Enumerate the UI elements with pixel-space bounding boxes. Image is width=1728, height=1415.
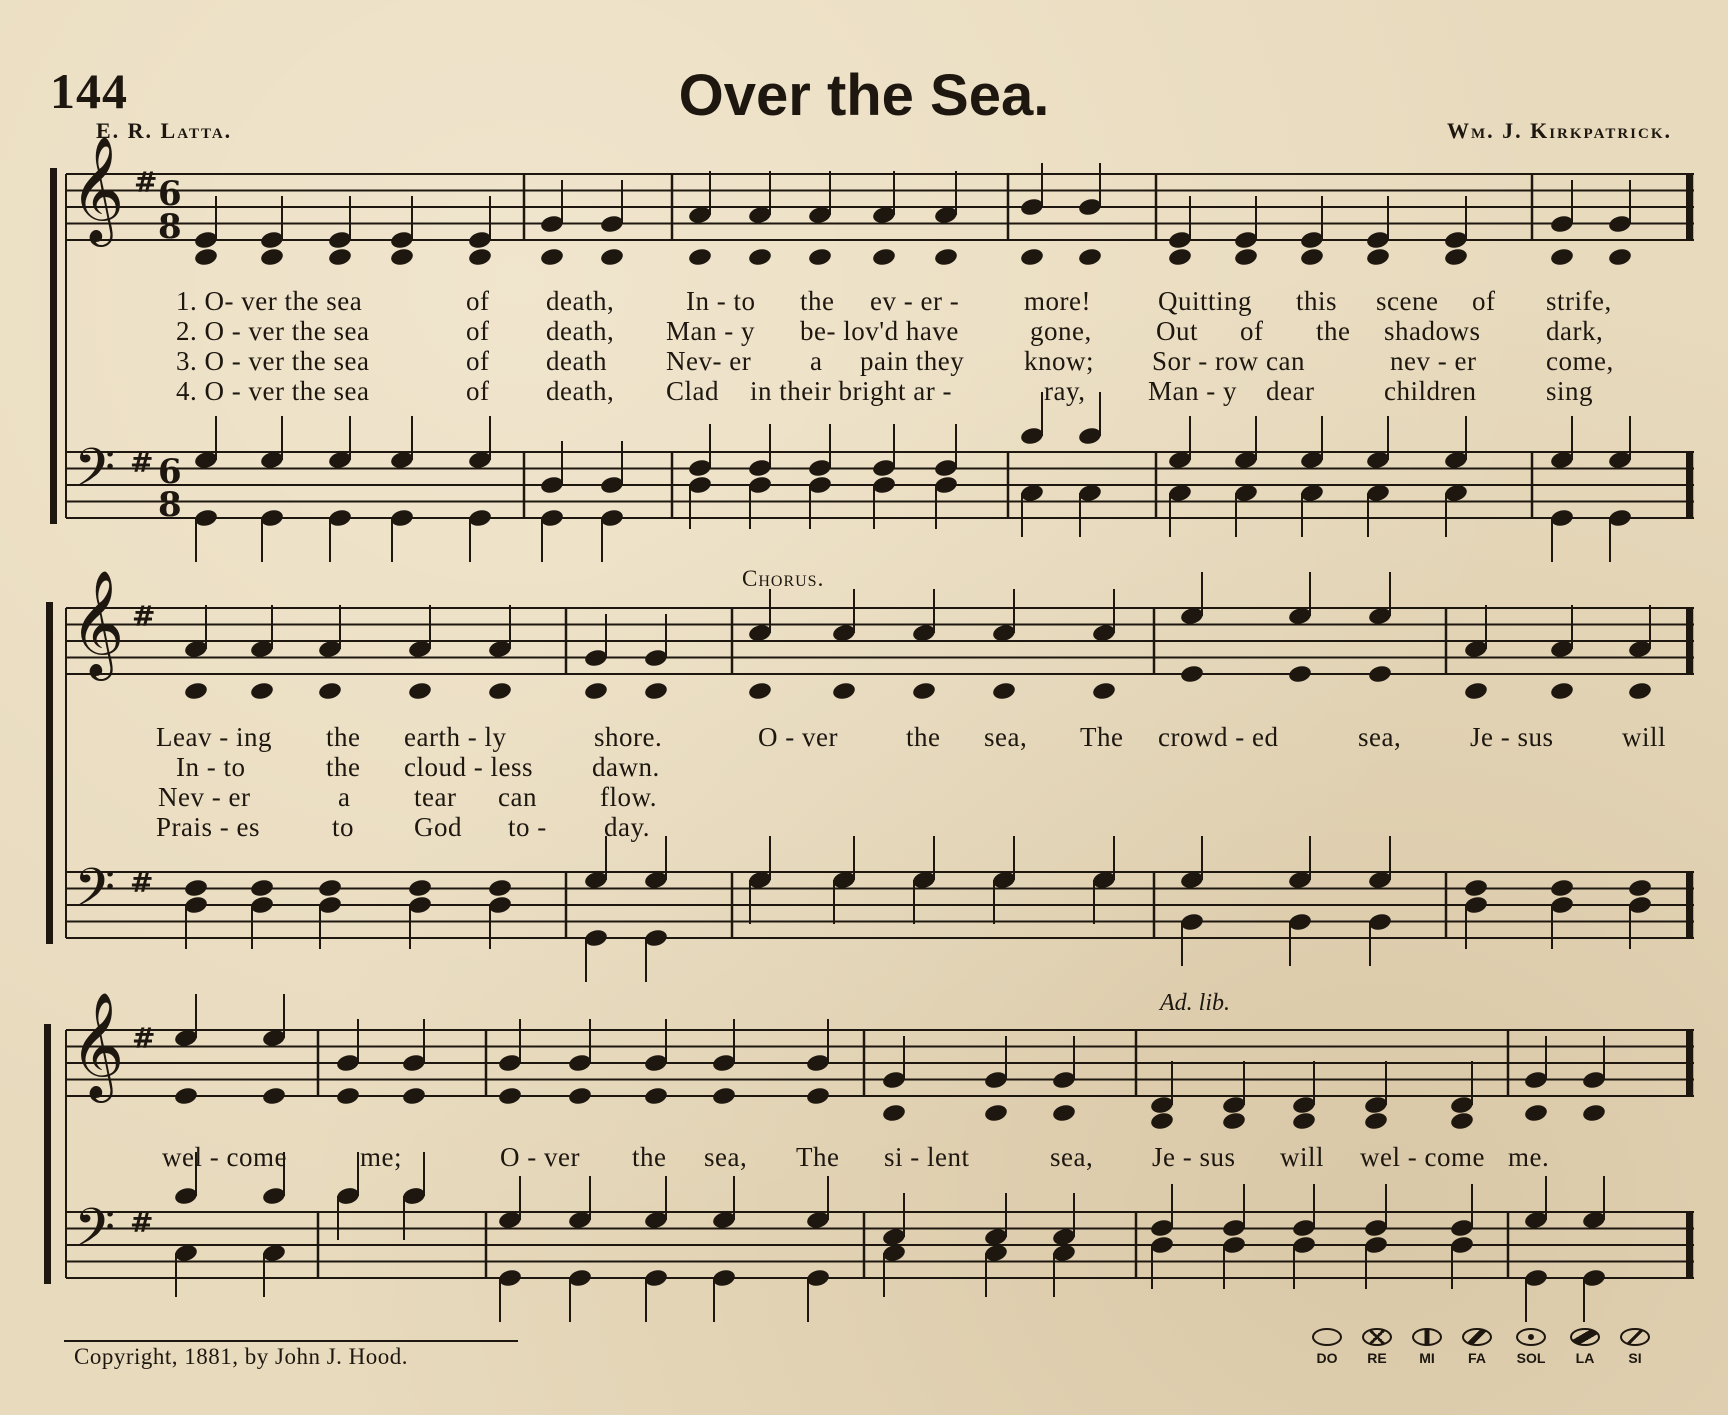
lyric: 2. O - ver the sea bbox=[176, 316, 370, 346]
note-head bbox=[539, 214, 564, 234]
note-head bbox=[881, 1103, 906, 1123]
la-shape-icon bbox=[1570, 1328, 1600, 1346]
note-head bbox=[259, 247, 284, 267]
note-head bbox=[183, 681, 208, 701]
note-head bbox=[1549, 895, 1574, 915]
lyric: nev - er bbox=[1390, 346, 1477, 376]
lyric: Clad bbox=[666, 376, 719, 406]
lyric: a bbox=[810, 346, 823, 376]
legend-si: SI bbox=[1612, 1328, 1658, 1366]
note-head bbox=[881, 1070, 906, 1090]
lyric: Leav - ing bbox=[156, 722, 272, 752]
note-head bbox=[599, 508, 624, 528]
lyric: sea, bbox=[984, 722, 1028, 752]
note-head bbox=[467, 508, 492, 528]
lyric: to - bbox=[508, 812, 547, 842]
lyric: sea, bbox=[1358, 722, 1402, 752]
note-head bbox=[401, 1053, 426, 1073]
note-head bbox=[807, 475, 832, 495]
note-head bbox=[467, 247, 492, 267]
lyric: scene bbox=[1376, 286, 1439, 316]
lyric: of bbox=[1240, 316, 1264, 346]
lyric: dear bbox=[1266, 376, 1315, 406]
note-head bbox=[1443, 230, 1468, 250]
treble-clef-icon: 𝄞 bbox=[70, 135, 125, 242]
note-head bbox=[487, 681, 512, 701]
note-head bbox=[1233, 247, 1258, 267]
lyric: Quitting bbox=[1158, 286, 1253, 316]
note-head bbox=[567, 1268, 592, 1288]
note-head bbox=[1287, 664, 1312, 684]
lyric: can bbox=[498, 782, 537, 812]
note-head bbox=[327, 247, 352, 267]
note-head bbox=[327, 508, 352, 528]
note-head bbox=[1363, 1218, 1388, 1238]
note-head bbox=[487, 895, 512, 915]
note-head bbox=[497, 1268, 522, 1288]
system-brace bbox=[50, 168, 57, 524]
note-head bbox=[1607, 214, 1632, 234]
note-head bbox=[1607, 508, 1632, 528]
page-number: 144 bbox=[50, 63, 128, 119]
legend-re: RE bbox=[1354, 1328, 1400, 1366]
key-sharp-icon: # bbox=[130, 446, 154, 479]
note-head bbox=[747, 475, 772, 495]
time-signature-bottom: 8 bbox=[158, 485, 182, 525]
note-head bbox=[1581, 1268, 1606, 1288]
note-head bbox=[1363, 1111, 1388, 1131]
lyric: Man - y bbox=[666, 316, 755, 346]
lyric: the bbox=[326, 752, 361, 782]
lyric: will bbox=[1622, 722, 1667, 752]
legend-do: DO bbox=[1304, 1328, 1350, 1366]
lyric: death, bbox=[546, 286, 615, 316]
lyric: 3. O - ver the sea bbox=[176, 346, 370, 376]
lyric: The bbox=[1080, 722, 1124, 752]
note-head bbox=[261, 1086, 286, 1106]
note-head bbox=[583, 648, 608, 668]
fa-shape-icon bbox=[1462, 1328, 1492, 1346]
final-bar bbox=[1686, 174, 1692, 240]
note-head bbox=[643, 648, 668, 668]
bass-clef-icon: 𝄢 bbox=[74, 1198, 116, 1272]
lyric: pain they bbox=[860, 346, 965, 376]
note-head bbox=[1627, 895, 1652, 915]
note-head bbox=[1291, 1095, 1316, 1115]
lyric: Out bbox=[1156, 316, 1198, 346]
note-head bbox=[1019, 426, 1044, 446]
note-head bbox=[259, 230, 284, 250]
note-head bbox=[401, 1186, 426, 1206]
note-head bbox=[1287, 912, 1312, 932]
note-head bbox=[583, 928, 608, 948]
note-head bbox=[1627, 681, 1652, 701]
note-head bbox=[173, 1086, 198, 1106]
note-head bbox=[583, 681, 608, 701]
note-head bbox=[747, 681, 772, 701]
lyric: Nev- er bbox=[666, 346, 752, 376]
note-head bbox=[1077, 197, 1102, 217]
shape-note-legend bbox=[1304, 1328, 1664, 1388]
note-head bbox=[389, 230, 414, 250]
copyright-notice: Copyright, 1881, by John J. Hood. bbox=[74, 1344, 409, 1369]
note-head bbox=[1299, 230, 1324, 250]
note-head bbox=[983, 1103, 1008, 1123]
note-head bbox=[335, 1053, 360, 1073]
note-head bbox=[249, 895, 274, 915]
lyric: of bbox=[1472, 286, 1496, 316]
note-head bbox=[1167, 230, 1192, 250]
note-head bbox=[643, 681, 668, 701]
lyric: shadows bbox=[1384, 316, 1481, 346]
lyric: In - to bbox=[686, 286, 756, 316]
lyric: me; bbox=[360, 1142, 402, 1172]
note-head bbox=[1363, 1235, 1388, 1255]
time-signature-top: 6 bbox=[158, 452, 182, 492]
note-head bbox=[567, 1053, 592, 1073]
note-head bbox=[407, 878, 432, 898]
note-head bbox=[317, 681, 342, 701]
lyric: in their bright ar - bbox=[750, 376, 952, 406]
note-head bbox=[805, 1268, 830, 1288]
note-head bbox=[1221, 1235, 1246, 1255]
note-head bbox=[193, 508, 218, 528]
lyric: wel - come bbox=[162, 1142, 287, 1172]
note-head bbox=[1149, 1111, 1174, 1131]
lyric: sea, bbox=[1050, 1142, 1094, 1172]
lyric: Prais - es bbox=[156, 812, 260, 842]
note-head bbox=[1581, 1103, 1606, 1123]
lyric: Nev - er bbox=[158, 782, 251, 812]
note-head bbox=[747, 458, 772, 478]
note-head bbox=[711, 1086, 736, 1106]
note-head bbox=[1463, 895, 1488, 915]
note-head bbox=[1291, 1218, 1316, 1238]
lyricist: E. R. Latta. bbox=[96, 118, 233, 143]
lyric: children bbox=[1384, 376, 1477, 406]
final-bar bbox=[1686, 1212, 1692, 1278]
lyric: death, bbox=[546, 316, 615, 346]
lyric: cloud - less bbox=[404, 752, 533, 782]
ad-lib-marking: Ad. lib. bbox=[1160, 990, 1230, 1016]
bass-clef-icon: 𝄢 bbox=[74, 438, 116, 512]
final-bar bbox=[1686, 1030, 1692, 1096]
note-head bbox=[711, 1268, 736, 1288]
note-head bbox=[1549, 247, 1574, 267]
legend-sol: SOL bbox=[1508, 1328, 1554, 1366]
note-head bbox=[249, 878, 274, 898]
note-head bbox=[747, 247, 772, 267]
note-head bbox=[1549, 214, 1574, 234]
note-head bbox=[193, 247, 218, 267]
lyric: shore. bbox=[594, 722, 663, 752]
note-head bbox=[687, 458, 712, 478]
lyric: of bbox=[466, 316, 490, 346]
lyric: of bbox=[466, 346, 490, 376]
note-head bbox=[1019, 247, 1044, 267]
legend-mi: MI bbox=[1404, 1328, 1450, 1366]
note-head bbox=[259, 508, 284, 528]
lyric: to bbox=[332, 812, 355, 842]
note-head bbox=[1365, 230, 1390, 250]
note-head bbox=[1167, 247, 1192, 267]
note-head bbox=[1367, 912, 1392, 932]
composer: Wm. J. Kirkpatrick. bbox=[1446, 118, 1672, 143]
key-sharp-icon: # bbox=[130, 866, 154, 899]
treble-clef-icon: 𝄞 bbox=[70, 569, 125, 676]
note-head bbox=[389, 508, 414, 528]
note-head bbox=[1581, 1070, 1606, 1090]
note-head bbox=[1019, 197, 1044, 217]
note-head bbox=[407, 895, 432, 915]
note-head bbox=[249, 681, 274, 701]
time-signature-top: 6 bbox=[158, 174, 182, 214]
note-head bbox=[643, 1053, 668, 1073]
note-head bbox=[335, 1186, 360, 1206]
note-head bbox=[1449, 1235, 1474, 1255]
re-shape-icon bbox=[1362, 1328, 1392, 1346]
key-sharp-icon: # bbox=[132, 1022, 156, 1055]
note-head bbox=[1365, 247, 1390, 267]
note-head bbox=[1549, 878, 1574, 898]
note-head bbox=[1449, 1218, 1474, 1238]
key-sharp-icon: # bbox=[130, 1206, 154, 1239]
note-head bbox=[643, 928, 668, 948]
sol-shape-icon bbox=[1516, 1328, 1546, 1346]
hymn-title: Over the Sea. bbox=[678, 63, 1050, 128]
note-head bbox=[567, 1086, 592, 1106]
note-head bbox=[933, 475, 958, 495]
final-bar bbox=[1686, 452, 1692, 518]
final-bar bbox=[1686, 872, 1692, 938]
lyric: gone, bbox=[1030, 316, 1092, 346]
note-head bbox=[911, 681, 936, 701]
note-head bbox=[487, 878, 512, 898]
note-head bbox=[1291, 1111, 1316, 1131]
lyric: the bbox=[800, 286, 835, 316]
lyric: ev - er - bbox=[870, 286, 960, 316]
lyric: Je - sus bbox=[1470, 722, 1554, 752]
note-head bbox=[183, 895, 208, 915]
lyric: the bbox=[326, 722, 361, 752]
note-head bbox=[335, 1086, 360, 1106]
note-head bbox=[599, 214, 624, 234]
note-head bbox=[687, 475, 712, 495]
lyric: the bbox=[906, 722, 941, 752]
lyric: the bbox=[1316, 316, 1351, 346]
lyric: know; bbox=[1024, 346, 1094, 376]
note-head bbox=[1463, 681, 1488, 701]
lyric: tear bbox=[414, 782, 457, 812]
note-head bbox=[1291, 1235, 1316, 1255]
note-head bbox=[1051, 1103, 1076, 1123]
note-head bbox=[871, 247, 896, 267]
lyric: a bbox=[338, 782, 351, 812]
note-head bbox=[317, 895, 342, 915]
note-head bbox=[831, 681, 856, 701]
note-head bbox=[173, 1186, 198, 1206]
note-head bbox=[1221, 1095, 1246, 1115]
note-head bbox=[1463, 878, 1488, 898]
bass-clef-icon: 𝄢 bbox=[74, 858, 116, 932]
lyric: dark, bbox=[1546, 316, 1604, 346]
note-head bbox=[401, 1086, 426, 1106]
note-head bbox=[599, 475, 624, 495]
system-brace bbox=[46, 602, 53, 944]
note-head bbox=[1179, 912, 1204, 932]
note-head bbox=[687, 247, 712, 267]
note-head bbox=[497, 1086, 522, 1106]
note-head bbox=[1449, 1111, 1474, 1131]
lyric: this bbox=[1296, 286, 1338, 316]
lyric: flow. bbox=[600, 782, 657, 812]
lyric: earth - ly bbox=[404, 722, 507, 752]
time-signature-bottom: 8 bbox=[158, 207, 182, 247]
lyric: God bbox=[414, 812, 462, 842]
legend-la: LA bbox=[1562, 1328, 1608, 1366]
lyric: dawn. bbox=[592, 752, 660, 782]
note-head bbox=[1363, 1095, 1388, 1115]
note-head bbox=[1523, 1070, 1548, 1090]
note-head bbox=[1523, 1103, 1548, 1123]
lyric: ray, bbox=[1044, 376, 1086, 406]
lyric: me. bbox=[1508, 1142, 1550, 1172]
note-head bbox=[599, 247, 624, 267]
note-head bbox=[1077, 426, 1102, 446]
note-head bbox=[1091, 681, 1116, 701]
note-head bbox=[497, 1053, 522, 1073]
note-head bbox=[805, 1086, 830, 1106]
note-head bbox=[183, 878, 208, 898]
note-head bbox=[807, 458, 832, 478]
note-head bbox=[539, 247, 564, 267]
note-head bbox=[983, 1070, 1008, 1090]
lyric: death, bbox=[546, 376, 615, 406]
note-head bbox=[1051, 1070, 1076, 1090]
lyric: Man - y bbox=[1148, 376, 1237, 406]
treble-clef-icon: 𝄞 bbox=[70, 991, 125, 1098]
lyric: O - ver bbox=[500, 1142, 580, 1172]
lyric: The bbox=[796, 1142, 840, 1172]
key-sharp-icon: # bbox=[132, 600, 156, 633]
lyric: of bbox=[466, 376, 490, 406]
lyric: be- lov'd have bbox=[800, 316, 959, 346]
note-head bbox=[991, 681, 1016, 701]
note-head bbox=[1627, 878, 1652, 898]
lyric: sing bbox=[1546, 376, 1594, 406]
lyric: Sor - row bbox=[1152, 346, 1259, 376]
note-head bbox=[1449, 1095, 1474, 1115]
lyric: come, bbox=[1546, 346, 1614, 376]
note-head bbox=[871, 475, 896, 495]
lyric: can bbox=[1266, 346, 1305, 376]
lyric: strife, bbox=[1546, 286, 1612, 316]
lyric: O - ver bbox=[758, 722, 838, 752]
lyric: wel - come bbox=[1360, 1142, 1485, 1172]
note-head bbox=[1549, 508, 1574, 528]
note-head bbox=[1367, 664, 1392, 684]
note-head bbox=[933, 247, 958, 267]
key-sharp-icon: # bbox=[134, 166, 158, 199]
note-head bbox=[261, 1186, 286, 1206]
note-head bbox=[327, 230, 352, 250]
chorus-label: Chorus. bbox=[742, 566, 825, 591]
lyric: 4. O - ver the sea bbox=[176, 376, 370, 406]
do-shape-icon bbox=[1312, 1328, 1342, 1346]
copyright-rule bbox=[64, 1340, 518, 1342]
lyric: sea, bbox=[704, 1142, 748, 1172]
lyric: In - to bbox=[176, 752, 246, 782]
lyric: of bbox=[466, 286, 490, 316]
note-head bbox=[1077, 247, 1102, 267]
note-head bbox=[539, 508, 564, 528]
si-shape-icon bbox=[1620, 1328, 1650, 1346]
lyric: day. bbox=[604, 812, 650, 842]
system-brace bbox=[44, 1024, 51, 1284]
note-head bbox=[871, 458, 896, 478]
note-head bbox=[807, 247, 832, 267]
note-head bbox=[1149, 1218, 1174, 1238]
lyric: si - lent bbox=[884, 1142, 970, 1172]
lyric: crowd - ed bbox=[1158, 722, 1279, 752]
note-head bbox=[1607, 247, 1632, 267]
note-head bbox=[317, 878, 342, 898]
note-head bbox=[1299, 247, 1324, 267]
note-head bbox=[1221, 1218, 1246, 1238]
note-head bbox=[1233, 230, 1258, 250]
note-head bbox=[193, 230, 218, 250]
final-bar bbox=[1686, 608, 1692, 674]
note-head bbox=[407, 681, 432, 701]
note-head bbox=[1523, 1268, 1548, 1288]
note-head bbox=[467, 230, 492, 250]
note-head bbox=[805, 1053, 830, 1073]
lyric: more! bbox=[1024, 286, 1091, 316]
note-head bbox=[1179, 664, 1204, 684]
lyric: death bbox=[546, 346, 607, 376]
note-head bbox=[643, 1086, 668, 1106]
lyric: 1. O- ver the sea bbox=[176, 286, 363, 316]
note-head bbox=[1149, 1235, 1174, 1255]
note-head bbox=[711, 1053, 736, 1073]
lyric: will bbox=[1280, 1142, 1325, 1172]
note-head bbox=[1221, 1111, 1246, 1131]
note-head bbox=[933, 458, 958, 478]
mi-shape-icon bbox=[1412, 1328, 1442, 1346]
lyric: Je - sus bbox=[1152, 1142, 1236, 1172]
note-head bbox=[539, 475, 564, 495]
note-head bbox=[389, 247, 414, 267]
lyric: the bbox=[632, 1142, 667, 1172]
note-head bbox=[1549, 681, 1574, 701]
note-head bbox=[1443, 247, 1468, 267]
note-head bbox=[1149, 1095, 1174, 1115]
legend-fa: FA bbox=[1454, 1328, 1500, 1366]
note-head bbox=[643, 1268, 668, 1288]
